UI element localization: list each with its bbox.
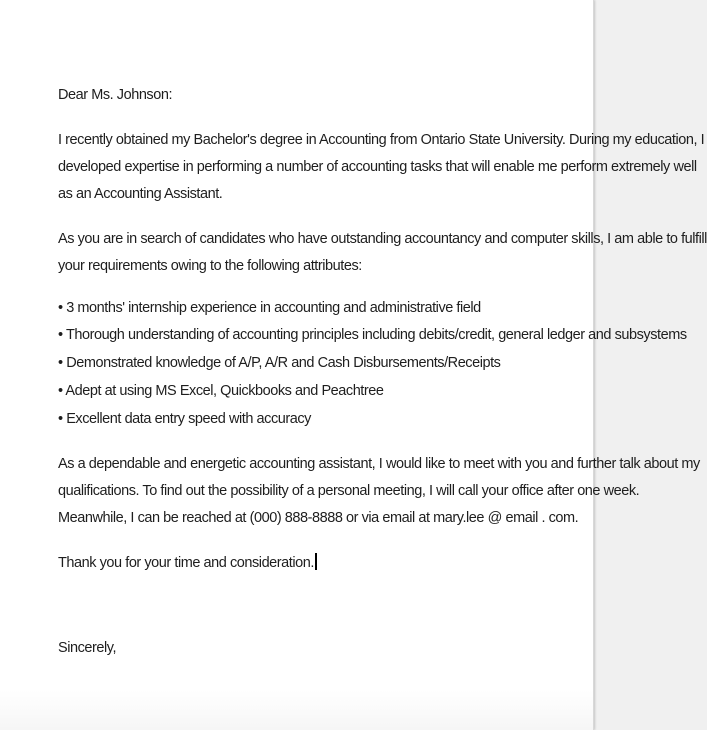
thanks-text: Thank you for your time and consideration. <box>58 555 314 571</box>
intro-line-3: as an Accounting Assistant. <box>58 186 223 202</box>
bullet-item: • Thorough understanding of accounting principles including debits/credit, general ledger and subsystems <box>58 327 687 343</box>
bullet-item: • Adept at using MS Excel, Quickbooks and Peachtree <box>58 383 384 399</box>
search-line-2: your requirements owing to the following attributes: <box>58 258 362 274</box>
closing-line-2: qualifications. To find out the possibility of a personal meeting, I will call your office after one week. <box>58 483 640 499</box>
text-cursor <box>315 553 317 570</box>
closing-line-1: As a dependable and energetic accounting assistant, I would like to meet with you and further talk about my <box>58 456 700 472</box>
salutation: Dear Ms. Johnson: <box>58 87 173 103</box>
search-line-1: As you are in search of candidates who have outstanding accountancy and computer skills, I am able to fulfill <box>58 231 707 247</box>
closing-line-3: Meanwhile, I can be reached at (000) 888-8888 or via email at mary.lee @ email . com. <box>58 510 579 526</box>
intro-line-1: I recently obtained my Bachelor's degree in Accounting from Ontario State University. During my education, I <box>58 132 705 148</box>
bullet-item: • Demonstrated knowledge of A/P, A/R and Cash Disbursements/Receipts <box>58 355 501 371</box>
signoff: Sincerely, <box>58 640 117 656</box>
bullet-item: • 3 months' internship experience in accounting and administrative field <box>58 300 481 316</box>
intro-line-2: developed expertise in performing a number of accounting tasks that will enable me perform extremely well <box>58 159 697 175</box>
bullet-item: • Excellent data entry speed with accuracy <box>58 411 311 427</box>
page-bottom-fade <box>0 690 593 730</box>
thanks-line <box>58 553 317 573</box>
